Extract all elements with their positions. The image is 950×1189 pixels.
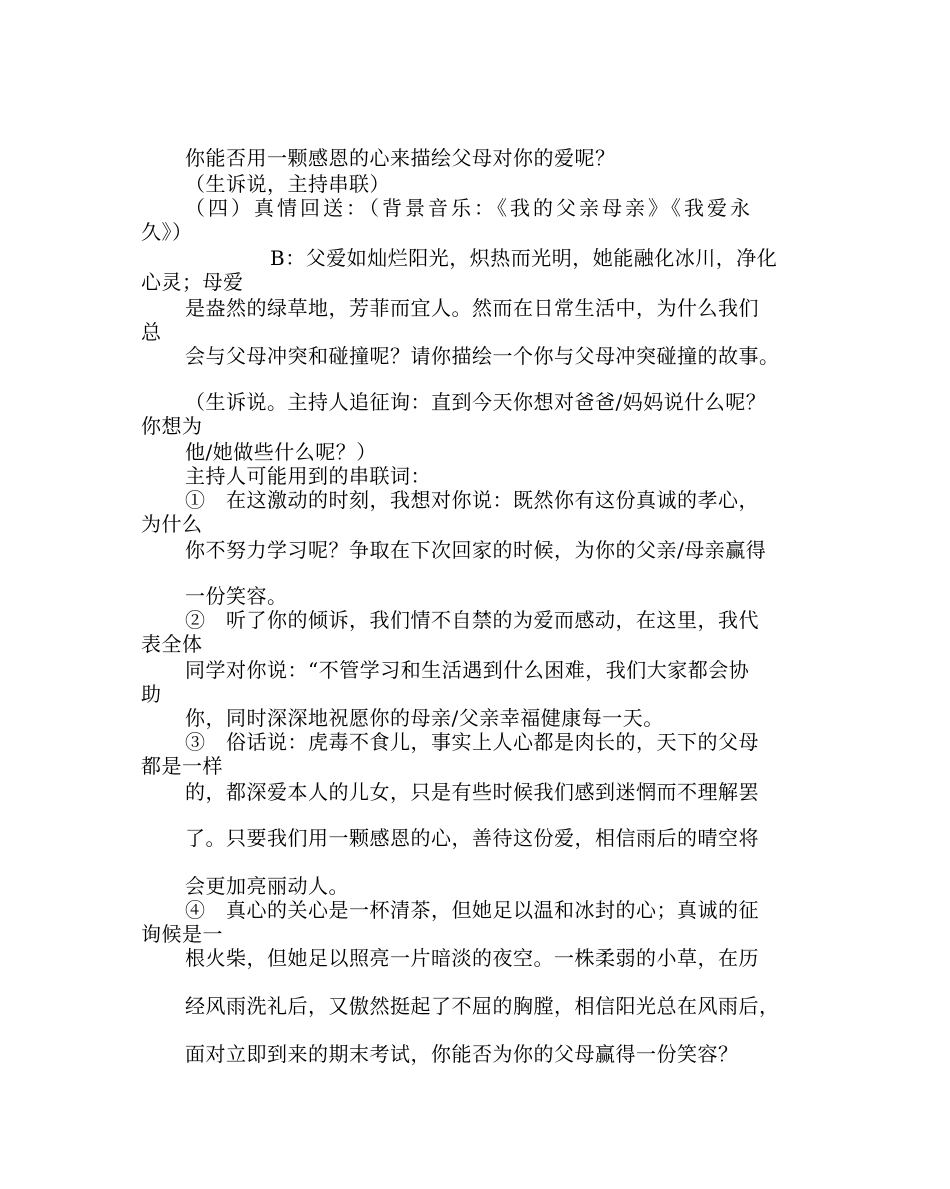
text-line: 你想为 (141, 414, 203, 438)
text-line: （生诉说，主持串联） (185, 172, 390, 196)
text-line: 面对立即到来的期末考试，你能否为你的父母赢得一份笑容？ (185, 1042, 739, 1066)
text-line: 是盎然的绿草地，芳菲而宜人。然而在日常生活中，为什么我们 (185, 296, 759, 320)
text-line: 的，都深爱本人的儿女，只是有些时候我们感到迷惘而不理解罢 (185, 780, 759, 804)
text-line: ① 在这激动的时刻，我想对你说：既然你有这份真诚的孝心， (185, 488, 759, 512)
text-line: （四）真情回送：（背景音乐：《我的父亲母亲》《我爱永 (185, 196, 753, 220)
text-line: 总 (141, 320, 162, 344)
text-line: 都是一样 (141, 754, 223, 778)
text-line: 久》） (141, 220, 193, 244)
text-line: 同学对你说：“不管学习和生活遇到什么困难，我们大家都会协 (185, 658, 750, 682)
text-line: 经风雨洗礼后，又傲然挺起了不屈的胸膛，相信阳光总在风雨后， (185, 994, 780, 1018)
text-line: ② 听了你的倾诉，我们情不自禁的为爱而感动，在这里，我代 (185, 608, 759, 632)
text-line: ③ 俗话说：虎毒不食儿，事实上人心都是肉长的，天下的父母 (185, 730, 759, 754)
text-line: 你，同时深深地祝愿你的母亲/父亲幸福健康每一天。 (185, 706, 664, 730)
text-line: 根火柴，但她足以照亮一片暗淡的夜空。一株柔弱的小草，在历 (185, 946, 759, 970)
text-line: 为什么 (141, 512, 203, 536)
text-line: 一份笑容。 (185, 584, 288, 608)
text-line: 询候是一 (141, 922, 223, 946)
text-line: 你不努力学习呢？争取在下次回家的时候，为你的父亲/母亲赢得 (185, 538, 767, 562)
text-line: 会更加亮丽动人。 (185, 874, 349, 898)
text-line: 了。只要我们用一颗感恩的心，善待这份爱，相信雨后的晴空将 (185, 826, 759, 850)
text-line: （生诉说。主持人追征询：直到今天你想对爸爸/妈妈说什么呢？ (185, 390, 767, 414)
text-line: 表全体 (141, 632, 203, 656)
text-line: 心灵；母爱 (141, 270, 244, 294)
text-line: 他/她做些什么呢？） (185, 440, 377, 464)
text-line: B：父爱如灿烂阳光，炽热而光明，她能融化冰川，净化 (270, 246, 778, 270)
text-line: ④ 真心的关心是一杯清茶，但她足以温和冰封的心；真诚的征 (185, 898, 759, 922)
text-line: 主持人可能用到的串联词： (185, 464, 431, 488)
text-line: 助 (141, 682, 162, 706)
text-line: 会与父母冲突和碰撞呢？请你描绘一个你与父母冲突碰撞的故事。 (185, 344, 780, 368)
text-line: 你能否用一颗感恩的心来描绘父母对你的爱呢？ (185, 146, 616, 170)
